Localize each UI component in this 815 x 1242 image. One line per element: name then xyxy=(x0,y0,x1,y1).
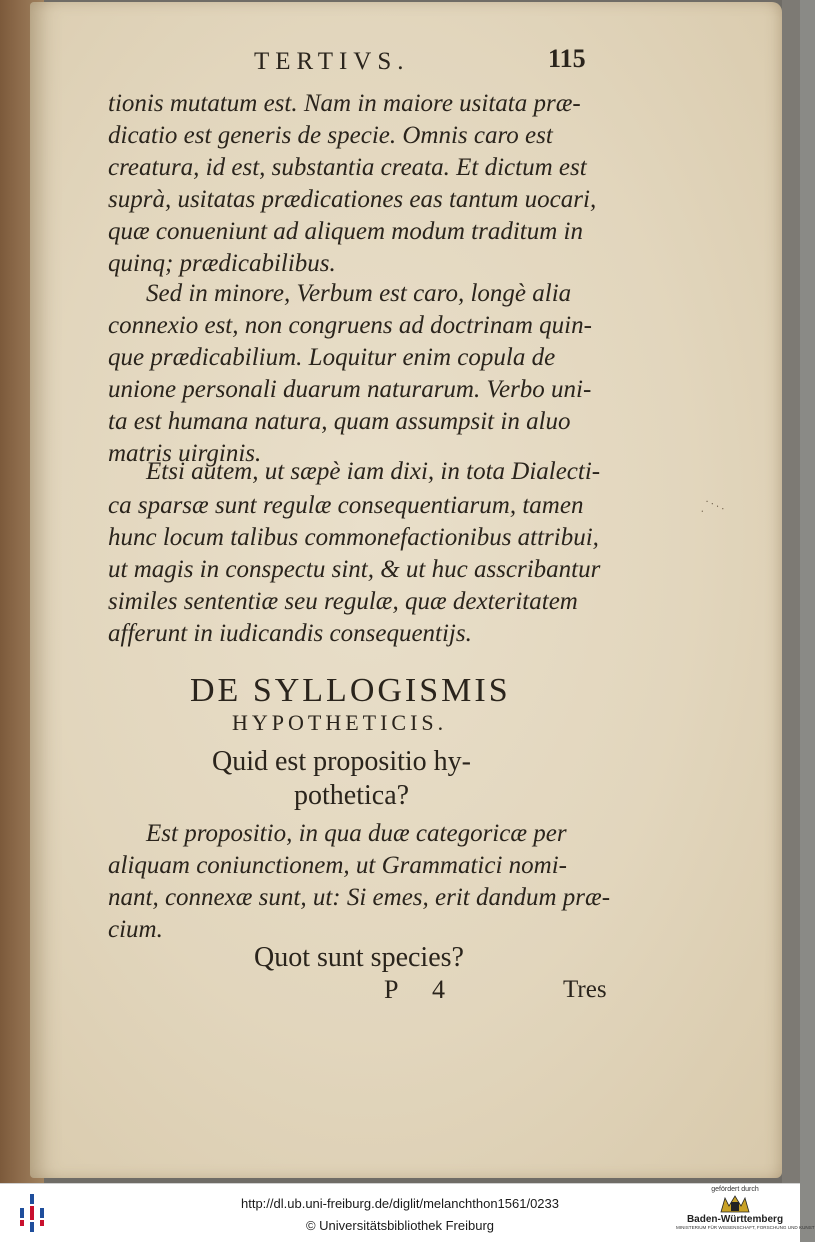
paragraph-2-line: Sed in minore, Verbum est caro, longè alia xyxy=(146,280,572,307)
paragraph-3-line: similes sententiæ seu regulæ, quæ dexteritatem xyxy=(108,588,578,615)
answer-line: aliquam coniunctionem, ut Grammatici nomi- xyxy=(108,852,567,879)
funder-logo xyxy=(676,1186,815,1240)
answer-line: nant, connexæ sunt, ut: Si emes, erit dandum præ- xyxy=(108,884,611,911)
section-heading: DE SYLLOGISMIS xyxy=(190,672,511,709)
answer-line: cium. xyxy=(108,916,163,943)
section-subheading: HYPOTHETICIS. xyxy=(232,710,448,735)
paragraph-2-line: connexio est, non congruens ad doctrinam quin- xyxy=(108,312,592,339)
answer-line: Est propositio, in qua duæ categoricæ per xyxy=(146,820,567,847)
scan-background-right xyxy=(782,0,800,1183)
signature-mark: P 4 xyxy=(384,975,459,1004)
paragraph-1-line: creatura, id est, substantia creata. Et dictum est xyxy=(108,154,587,181)
catchword: Tres xyxy=(563,976,607,1003)
paragraph-1-line: tionis mutatum est. Nam in maiore usitata præ- xyxy=(108,90,581,117)
paragraph-3-line: ca sparsæ sunt regulæ consequentiarum, tamen xyxy=(108,492,584,519)
state-crest-icon xyxy=(719,1194,751,1214)
question-heading-continued: pothetica? xyxy=(294,780,410,811)
copyright-notice: © Universitätsbibliothek Freiburg xyxy=(305,1218,495,1233)
paragraph-2-line: matris uirginis. xyxy=(108,440,262,467)
paragraph-1-line: quinq; prædicabilibus. xyxy=(108,250,336,277)
paragraph-1-line: suprà, usitatas prædicationes eas tantum uocari, xyxy=(108,186,597,213)
permalink-url[interactable]: http://dl.ub.uni-freiburg.de/diglit/melanchthon1561/0233 xyxy=(241,1196,559,1211)
margin-annotation-mark: · · · · · xyxy=(698,496,727,518)
paragraph-2-line: unione personali duarum naturarum. Verbo uni- xyxy=(108,376,592,403)
paragraph-2-line: ta est humana natura, quam assumpsit in aluo xyxy=(108,408,571,435)
paragraph-1-line: quæ conueniunt ad aliquem modum traditum in xyxy=(108,218,583,245)
funder-state-name: Baden-Württemberg xyxy=(686,1214,784,1225)
paragraph-3-line: Etsi autem, ut sæpè iam dixi, in tota Dialecti- xyxy=(146,458,601,485)
paragraph-3-line: hunc locum talibus commonefactionibus attribui, xyxy=(108,524,599,551)
viewer-footer xyxy=(0,1183,815,1242)
funder-ministry-name: MINISTERIUM FÜR WISSENSCHAFT, FORSCHUNG UND KUNST xyxy=(676,1225,815,1230)
funder-label: gefördert durch xyxy=(711,1186,759,1193)
question-heading: Quot sunt species? xyxy=(254,942,464,973)
paragraph-2-line: que prædicabilium. Loquitur enim copula de xyxy=(108,344,556,371)
page-number: 115 xyxy=(548,44,586,73)
running-head: TERTIVS. xyxy=(254,48,410,75)
paragraph-3-line: ut magis in conspectu sint, & ut huc asscribantur xyxy=(108,556,601,583)
question-heading: Quid est propositio hy- xyxy=(212,746,471,777)
paragraph-3-line: afferunt in iudicandis consequentijs. xyxy=(108,620,472,647)
paragraph-1-line: dicatio est generis de specie. Omnis caro est xyxy=(108,122,553,149)
